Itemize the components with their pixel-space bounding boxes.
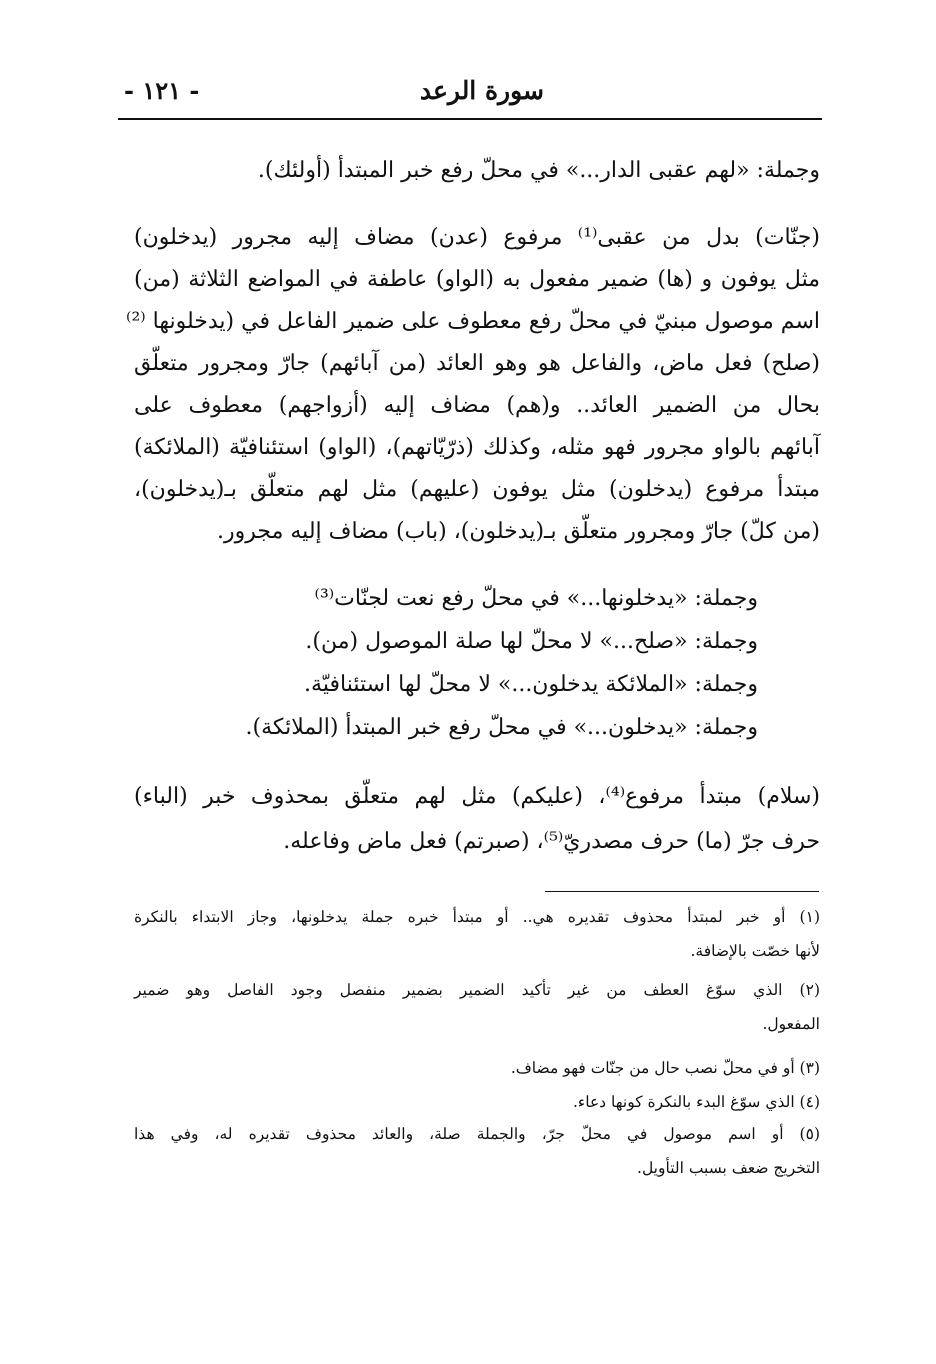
- sentence-line: وجملة: «يدخلون...» في محلّ رفع خبر المبتدأ (الملائكة).: [245, 715, 758, 740]
- sentence-line: وجملة: «الملائكة يدخلون...» لا محلّ لها استئنافيّة.: [304, 672, 758, 697]
- footnote-line: (٣) أو في محلّ نصب حال من جنّات فهو مضاف.: [510, 1059, 820, 1077]
- text-line: (سلام) مبتدأ مرفوع⁽⁴⁾، (عليكم) مثل لهم متعلّق بمحذوف خبر (الباء): [134, 784, 821, 809]
- text-line: (من كلّ) جارّ ومجرور متعلّق بـ(يدخلون)، (باب) مضاف إليه مجرور.: [217, 519, 820, 544]
- sentence-line: وجملة: «صلح...» لا محلّ لها صلة الموصول (من).: [305, 629, 758, 654]
- footnote-line: (٤) الذي سوّغ البدء بالنكرة كونها دعاء.: [573, 1093, 820, 1111]
- sentence-line: وجملة: «يدخلونها...» في محلّ رفع نعت لجنّات⁽³⁾: [314, 586, 758, 611]
- text-line: آبائهم بالواو مجرور فهو مثله، وكذلك (ذرّيّاتهم)، (الواو) استئنافيّة (الملائكة): [134, 435, 820, 460]
- surah-title: سورة الرعد: [419, 76, 544, 105]
- text-line: حرف جرّ (ما) حرف مصدريّ⁽⁵⁾، (صبرتم) فعل ماض وفاعله.: [283, 829, 820, 854]
- footnote-line: التخريج ضعف بسبب التأويل.: [637, 1159, 820, 1177]
- footnote-divider: [545, 891, 819, 892]
- footnote-line: (٥) أو اسم موصول في محلّ جرّ، والجملة صلة، والعائد محذوف تقديره له، وفي هذا: [134, 1125, 820, 1143]
- footnote-line: لأنها خصّت بالإضافة.: [690, 942, 820, 960]
- text-line: (صلح) فعل ماض، والفاعل هو وهو العائد (من آبائهم) جارّ ومجرور متعلّق: [134, 351, 820, 376]
- footnote-line: (١) أو خبر لمبتدأ محذوف تقديره هي.. أو مبتدأ خبره جملة يدخلونها، وجاز الابتداء بالنكرة: [134, 908, 820, 926]
- text-line: اسم موصول مبنيّ في محلّ رفع معطوف على ضمير الفاعل في (يدخلونها ⁽²⁾: [126, 309, 820, 334]
- running-header: [118, 70, 822, 120]
- text-line: بحال من الضمير العائد.. و(هم) مضاف إليه (أزواجهم) معطوف على: [134, 393, 820, 418]
- text-line: مثل يوفون و (ها) ضمير مفعول به (الواو) عاطفة في المواضع الثلاثة (من): [134, 267, 820, 292]
- intro-sentence: وجملة: «لهم عقبى الدار...» في محلّ رفع خبر المبتدأ (أولئك).: [257, 158, 820, 183]
- text-line: (جنّات) بدل من عقبى⁽¹⁾ مرفوع (عدن) مضاف إليه مجرور (يدخلون): [134, 225, 820, 250]
- text-line: مبتدأ مرفوع (يدخلون) مثل يوفون (عليهم) مثل لهم متعلّق بـ(يدخلون)،: [134, 477, 820, 502]
- page-number: - ١٢١ -: [124, 76, 200, 105]
- footnote-line: (٢) الذي سوّغ العطف من غير تأكيد الضمير بضمير منفصل وجود الفاصل وهو ضمير: [134, 981, 820, 999]
- footnote-line: المفعول.: [762, 1015, 820, 1033]
